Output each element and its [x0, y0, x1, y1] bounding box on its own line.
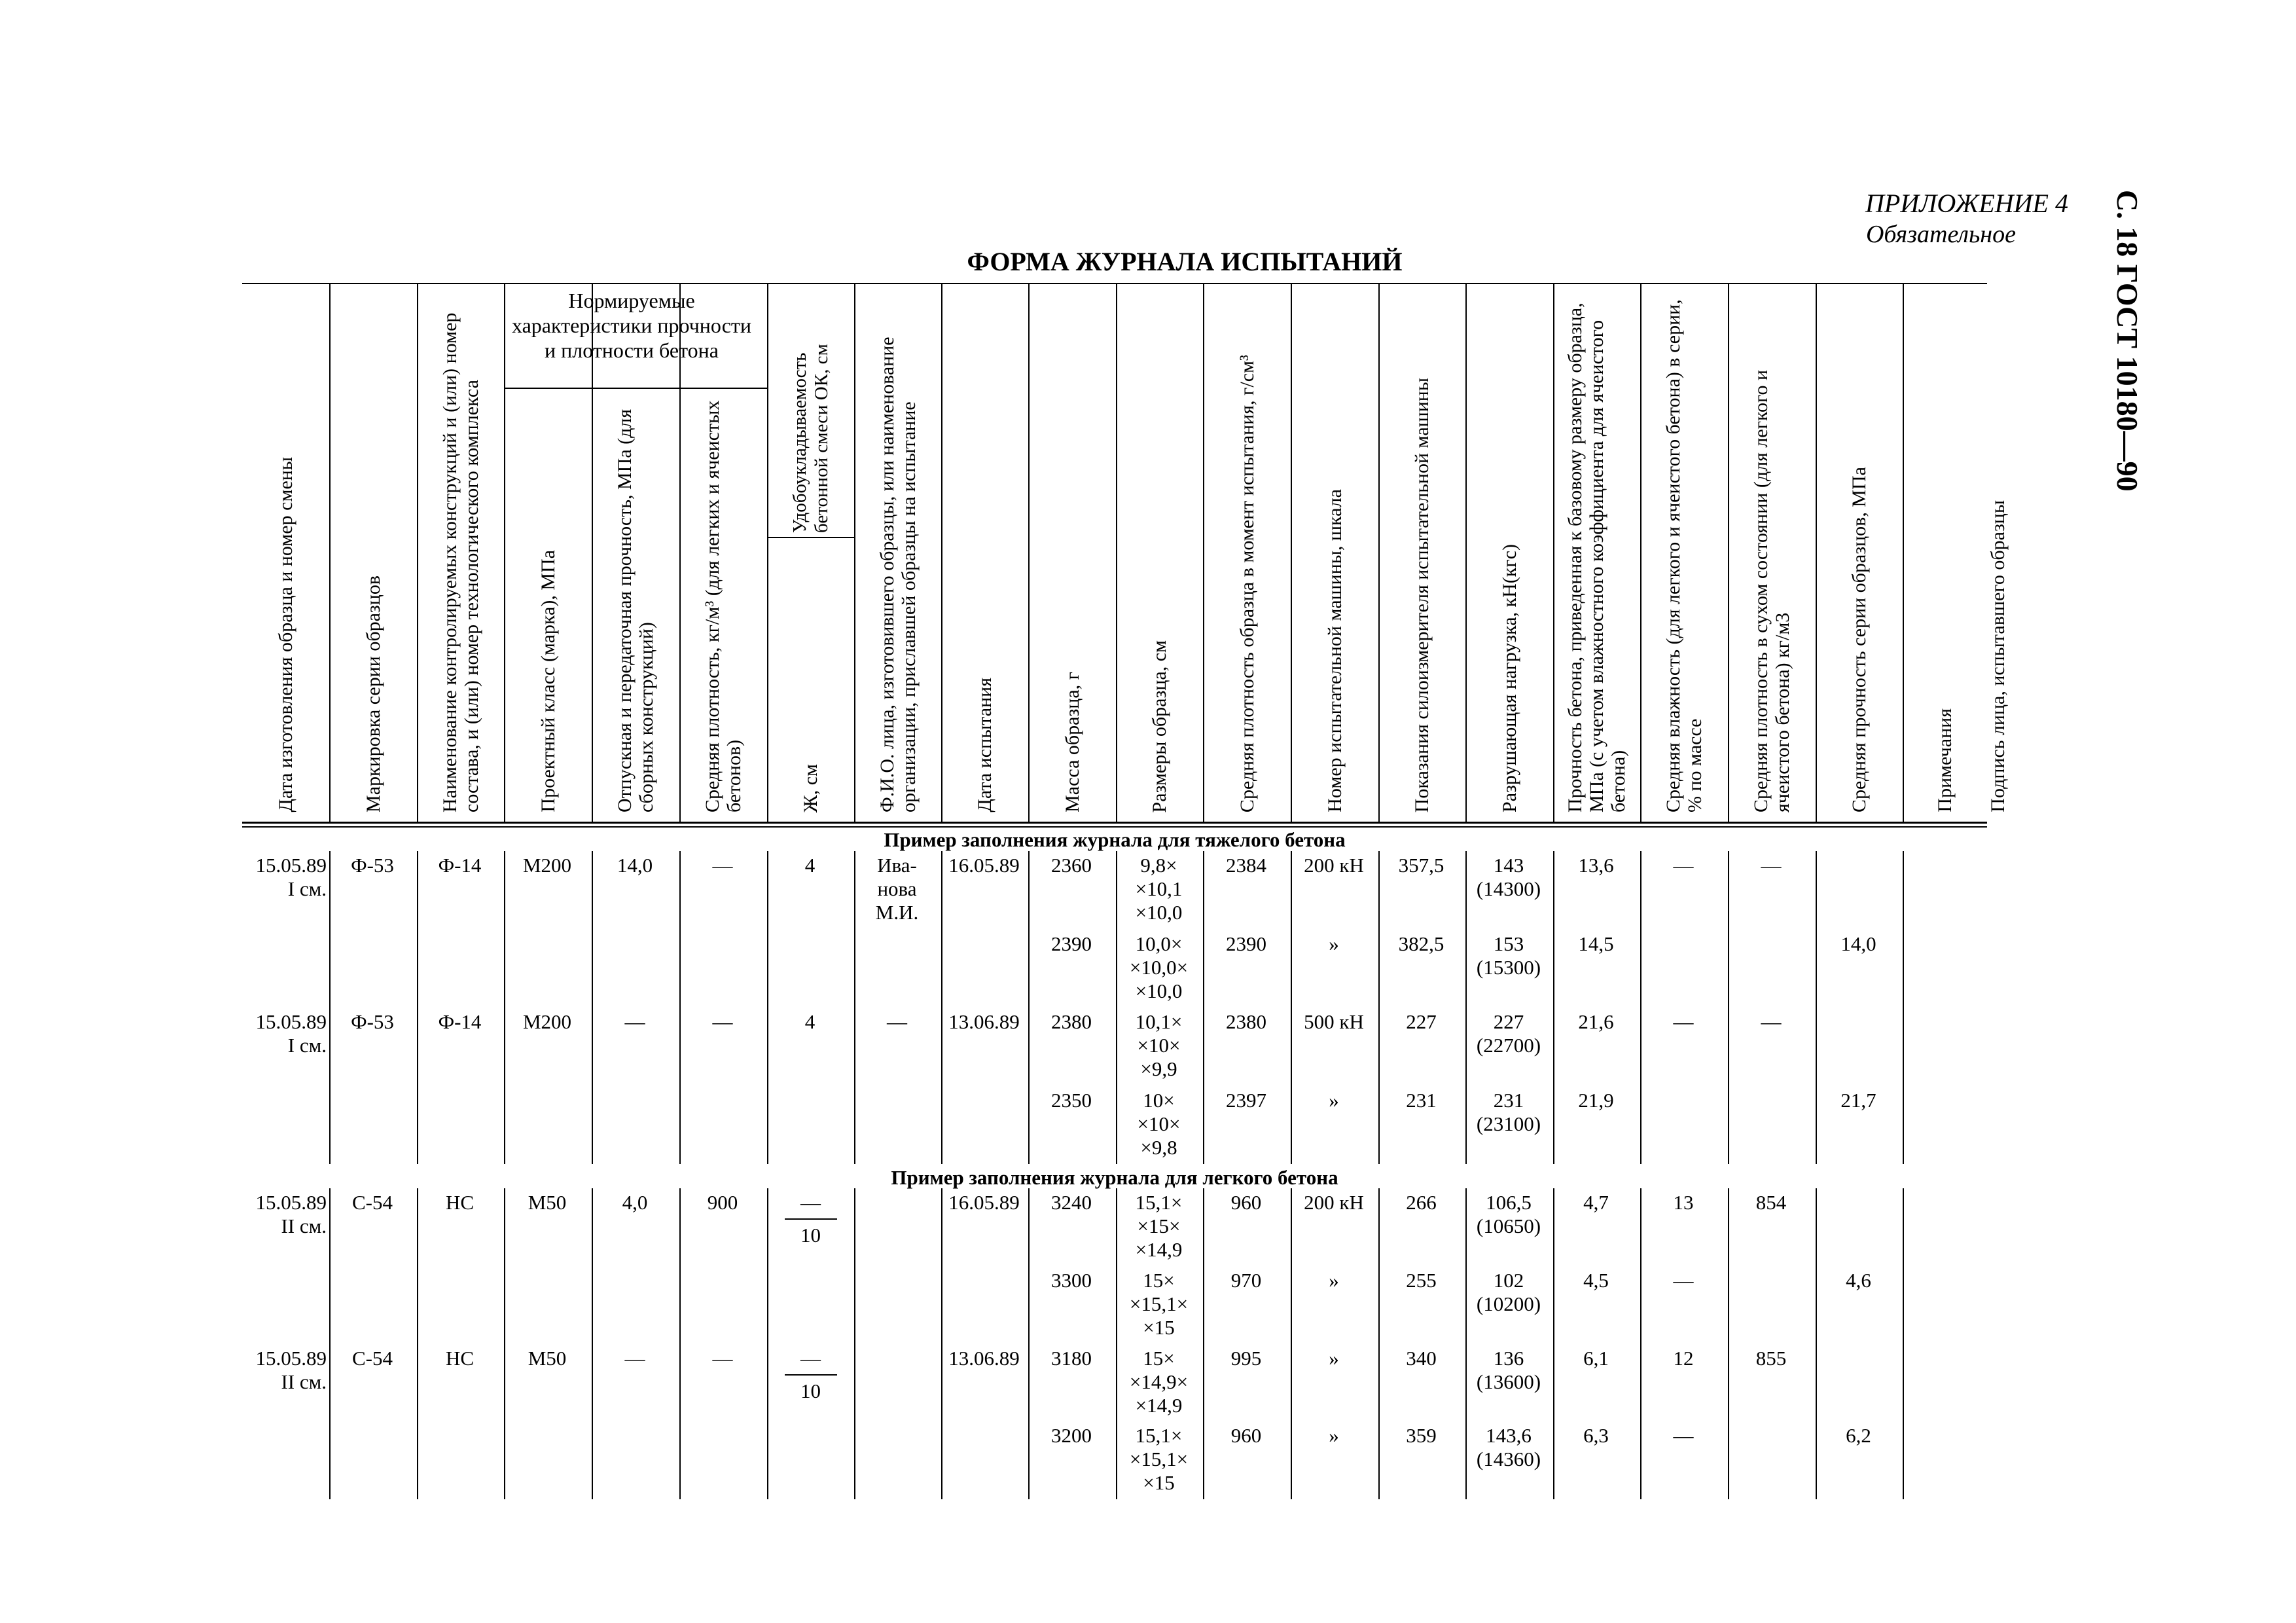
column-divider [1816, 851, 1817, 1164]
column-divider [1028, 851, 1030, 1164]
column-divider [1728, 851, 1729, 1164]
table-cell: 2390 [1226, 932, 1266, 955]
table-cell: 6,2 [1846, 1424, 1871, 1448]
table-cell: 106,5 (10650) [1476, 1191, 1541, 1237]
column-divider [1028, 1188, 1030, 1499]
column-header [1816, 283, 1903, 812]
table-cell: 4,6 [1846, 1268, 1871, 1292]
header-bottom-rule [242, 822, 1987, 824]
page-mark: С. 18 ГОСТ 10180—90 [2111, 190, 2144, 492]
table-cell: 14,0 [1840, 932, 1876, 955]
column-divider [1640, 851, 1641, 1164]
column-divider [504, 1188, 505, 1499]
column-divider [1903, 851, 1904, 1164]
table-cell: 227 [1406, 1010, 1437, 1033]
column-header [1728, 283, 1816, 812]
table-cell: С-54 [352, 1191, 393, 1214]
table-cell: 3240 [1051, 1191, 1092, 1214]
table-cell: М200 [522, 854, 572, 877]
table-cell: 3200 [1051, 1424, 1092, 1448]
table-cell: 854 [1755, 1191, 1787, 1214]
table-cell: 13 [1673, 1191, 1694, 1214]
table-cell: 16.05.89 [948, 1191, 1020, 1214]
column-header [1028, 283, 1116, 812]
table-cell: 359 [1406, 1424, 1437, 1448]
column-header [329, 283, 417, 812]
table-cell: » [1329, 932, 1339, 955]
table-cell: 15× ×15,1× ×15 [1129, 1268, 1189, 1339]
table-cell: 10,0× ×10,0× ×10,0 [1129, 932, 1189, 1002]
column-divider [1203, 851, 1204, 1164]
table-cell: 960 [1230, 1191, 1262, 1214]
table-cell: 2350 [1051, 1088, 1092, 1112]
table-cell: 2380 [1226, 1010, 1266, 1033]
column-header [1465, 283, 1553, 812]
column-divider [592, 1188, 593, 1499]
fraction-bottom: 10 [800, 1379, 821, 1402]
table-cell: 13.06.89 [948, 1010, 1020, 1033]
table-cell: 15× ×14,9× ×14,9 [1129, 1346, 1189, 1417]
table-cell: 21,9 [1578, 1088, 1614, 1112]
table-cell: 143 (14300) [1476, 854, 1541, 900]
table-cell: М50 [528, 1346, 567, 1370]
column-header [1291, 283, 1378, 812]
table-cell: 15,1× ×15,1× ×15 [1129, 1424, 1189, 1495]
column-header-label: Разрушающая нагрузка, кН(кгс) [1498, 544, 1520, 812]
table-cell: — [712, 1010, 733, 1033]
table-cell: — [1673, 1268, 1694, 1292]
column-header [242, 283, 329, 812]
mandatory-label: Обязательное [1865, 221, 2016, 248]
table-cell: 382,5 [1398, 932, 1444, 955]
table-cell: 227 (22700) [1476, 1010, 1541, 1057]
column-header [417, 283, 504, 812]
column-header [1378, 283, 1465, 812]
table-cell: 16.05.89 [948, 854, 1020, 877]
table-cell: 2384 [1226, 854, 1266, 877]
table-cell: 960 [1230, 1424, 1262, 1448]
fraction-top: — [800, 1191, 821, 1214]
column-divider [941, 1188, 942, 1499]
column-header-label: Масса образца, г [1061, 672, 1083, 812]
table-cell: 231 [1406, 1088, 1437, 1112]
column-header [854, 283, 941, 812]
fraction-bottom: 10 [800, 1224, 821, 1247]
fraction-top: — [800, 1346, 821, 1370]
table-cell: 4 [804, 854, 816, 877]
table-cell: 102 (10200) [1476, 1268, 1541, 1315]
table-cell: 9,8× ×10,1 ×10,0 [1135, 854, 1183, 924]
table-cell: Ф-14 [438, 1010, 482, 1033]
column-header [679, 390, 767, 812]
table-cell: 143,6 (14360) [1476, 1424, 1541, 1471]
column-header-label: Ф.И.О. лица, изготовившего образцы, или наименование организации, приславшей образцы на испытание [876, 337, 920, 812]
column-divider [592, 851, 593, 1164]
column-header-label: Средняя плотность, кг/м³ (для легких и ячеистых бетонов) [702, 400, 745, 812]
column-divider [679, 1188, 681, 1499]
column-header-label: Отпускная и передаточная прочность, МПа (для сборных конструкций) [614, 409, 657, 812]
table-cell: 855 [1755, 1346, 1787, 1370]
column-header-label: Показания силоизмерителя испытательной машины [1411, 377, 1433, 812]
table-cell: 900 [707, 1191, 738, 1214]
table-cell: » [1329, 1424, 1339, 1448]
table-cell: НС [445, 1191, 475, 1214]
section-title-light: Пример заполнения журнала для легкого бетона [891, 1166, 1338, 1189]
column-header [592, 390, 679, 812]
table-cell: 995 [1230, 1346, 1262, 1370]
column-header-label: Примечания [1934, 708, 1956, 812]
column-header [941, 283, 1028, 812]
table-cell: Ф-53 [351, 1010, 394, 1033]
table-cell: 2390 [1051, 932, 1092, 955]
column-divider [1728, 1188, 1729, 1499]
column-header [767, 541, 854, 812]
table-cell: 14,0 [617, 854, 653, 877]
column-header-label: Подпись лица, испытавшего образцы [1987, 500, 2009, 812]
column-header-label: Прочность бетона, приведенная к базовому размеру образца, МПа (с учетом влажностного коэффициента для ячеистого бетона) [1564, 302, 1629, 812]
table-cell: 4,0 [622, 1191, 648, 1214]
table-cell: 10× ×10× ×9,8 [1137, 1088, 1181, 1159]
table-cell: Ф-53 [351, 854, 394, 877]
table-cell: НС [445, 1346, 475, 1370]
table-cell: 231 (23100) [1476, 1088, 1541, 1135]
table-cell: — [624, 1010, 645, 1033]
column-header-label: Средняя влажность (для легкого и ячеистого бетона) в серии, % по массе [1662, 299, 1706, 812]
table-cell: 500 кН [1304, 1010, 1364, 1033]
column-divider [1378, 851, 1380, 1164]
group-header-workability-label: Удобоукладываемость бетонной смеси ОК, см [789, 344, 832, 533]
table-cell: 4,7 [1583, 1191, 1609, 1214]
column-divider [767, 851, 768, 1164]
group-header-rule [504, 388, 767, 389]
column-divider [854, 1188, 855, 1499]
table-cell: — [712, 854, 733, 877]
table-cell: 21,6 [1578, 1010, 1614, 1033]
table-cell: 3300 [1051, 1268, 1092, 1292]
column-divider [1291, 1188, 1292, 1499]
column-header [1553, 283, 1640, 812]
header-bottom-rule-2 [242, 826, 1987, 828]
table-cell: — [1673, 1424, 1694, 1448]
table-cell: — [712, 1346, 733, 1370]
table-cell: 4,5 [1583, 1268, 1609, 1292]
appendix-label: ПРИЛОЖЕНИЕ 4 [1865, 189, 2068, 218]
column-divider [417, 851, 418, 1164]
table-cell: — [1673, 854, 1694, 877]
table-cell: С-54 [352, 1346, 393, 1370]
form-title: ФОРМА ЖУРНАЛА ИСПЫТАНИЙ [967, 247, 1403, 276]
table-cell: — [1761, 1010, 1782, 1033]
table-cell: 2397 [1226, 1088, 1266, 1112]
table-cell: 153 (15300) [1476, 932, 1541, 979]
group-header-normed: Нормируемые характеристики прочности и плотности бетона [511, 289, 752, 362]
column-divider [1378, 1188, 1380, 1499]
table-cell: » [1329, 1268, 1339, 1292]
column-divider [1203, 1188, 1204, 1499]
table-cell: Ф-14 [438, 854, 482, 877]
column-header-label: Ж, см [800, 763, 821, 812]
column-divider [1553, 1188, 1554, 1499]
column-divider [1553, 851, 1554, 1164]
column-divider [941, 851, 942, 1164]
table-cell: 12 [1673, 1346, 1694, 1370]
table-cell: 136 (13600) [1476, 1346, 1541, 1393]
table-cell: 10,1× ×10× ×9,9 [1135, 1010, 1183, 1080]
table-cell: » [1329, 1346, 1339, 1370]
table-cell: 13,6 [1578, 854, 1614, 877]
fraction-bar [785, 1218, 837, 1220]
column-divider [417, 1188, 418, 1499]
table-cell: — [1761, 854, 1782, 877]
table-cell: 357,5 [1398, 854, 1444, 877]
table-cell: 14,5 [1578, 932, 1614, 955]
table-cell: — [624, 1346, 645, 1370]
column-header [1903, 283, 1987, 812]
column-divider [679, 851, 681, 1164]
column-header [1640, 283, 1728, 812]
column-header-label: Маркировка серии образцов [362, 575, 384, 812]
column-divider [1903, 1188, 1904, 1499]
column-header-label: Размеры образца, см [1149, 640, 1170, 812]
column-header [1203, 283, 1291, 812]
table-cell: 3180 [1051, 1346, 1092, 1370]
column-divider [504, 851, 505, 1164]
table-cell: 970 [1230, 1268, 1262, 1292]
table-cell: 6,1 [1583, 1346, 1609, 1370]
column-divider [1291, 851, 1292, 1164]
table-cell: 15.05.89 II см. [255, 1191, 327, 1237]
column-header-label: Номер испытательной машины, шкала [1323, 489, 1346, 812]
column-header-label: Дата испытания [974, 678, 996, 812]
workability-rule [767, 537, 854, 538]
fraction-bar [785, 1374, 837, 1376]
table-cell: 15.05.89 II см. [255, 1346, 327, 1393]
table-cell: М200 [522, 1010, 572, 1033]
column-header-label: Дата изготовления образца и номер смены [275, 457, 296, 812]
column-divider [1816, 1188, 1817, 1499]
column-divider [329, 1188, 331, 1499]
column-header [1116, 283, 1203, 812]
column-header-label: Средняя прочность серии образцов, МПа [1848, 466, 1870, 812]
table-cell: 4 [804, 1010, 816, 1033]
table-cell: 255 [1406, 1268, 1437, 1292]
column-header-label: Проектный класс (марка), МПа [537, 550, 559, 812]
table-cell: 15,1× ×15× ×14,9 [1135, 1191, 1183, 1261]
table-cell: 21,7 [1840, 1088, 1876, 1112]
table-cell: 13.06.89 [948, 1346, 1020, 1370]
table-cell: 15.05.89 I см. [255, 1010, 327, 1057]
table-cell: 2380 [1051, 1010, 1092, 1033]
table-cell: 15.05.89 I см. [255, 854, 327, 900]
table-cell: Ива- нова М.И. [875, 854, 919, 924]
table-cell: 200 кН [1304, 1191, 1364, 1214]
table-cell: 200 кН [1304, 854, 1364, 877]
table-cell: — [1673, 1010, 1694, 1033]
table-cell: 6,3 [1583, 1424, 1609, 1448]
column-header-label: Средняя плотность образца в момент испытания, г/см³ [1236, 354, 1258, 812]
column-header-label: Наименование контролируемых конструкций и (или) номер состава, и (или) номер технологического комплекса [439, 312, 482, 812]
section-title-heavy: Пример заполнения журнала для тяжелого бетона [884, 828, 1346, 851]
fraction-value [767, 1347, 854, 1403]
table-cell: » [1329, 1088, 1339, 1112]
column-header-label: Средняя плотность в сухом состоянии (для легкого и ячеистого бетона) кг/м3 [1750, 369, 1793, 812]
table-cell: 2360 [1051, 854, 1092, 877]
column-divider [329, 851, 331, 1164]
table-cell: 340 [1406, 1346, 1437, 1370]
column-divider [1640, 1188, 1641, 1499]
column-header [1987, 283, 2009, 812]
fraction-value [767, 1191, 854, 1247]
table-cell: — [887, 1010, 907, 1033]
table-cell: М50 [528, 1191, 567, 1214]
group-header-workability [767, 283, 854, 533]
table-cell: 266 [1406, 1191, 1437, 1214]
column-header [504, 390, 592, 812]
